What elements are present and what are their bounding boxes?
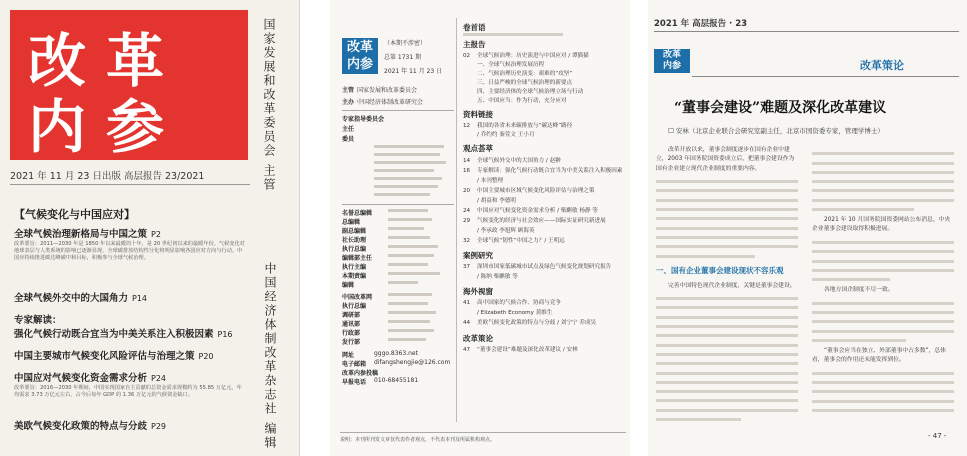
article-column-right xyxy=(812,146,954,412)
toc-section-title: 主报告 xyxy=(463,40,486,49)
cover-item-desc: 改革要旨：2016—2030 年期间，中国实现国家自主贡献的总资金需求规模约为 55.85 万亿元，年均需求 3.73 万亿元左右，占今后每年 GDP 的 1.36 万亿元的气候资金缺口。 xyxy=(14,385,242,398)
staff-label: 专家指导委员会 xyxy=(342,116,385,123)
staff-label: 调研部 xyxy=(342,312,361,319)
issue-note: （本期不涉密） xyxy=(384,40,427,47)
cover-section-title: 【气候变化与中国应对】 xyxy=(14,208,135,221)
issue-date: 2021 年 11 月 23 日 xyxy=(384,68,443,75)
staff-label: 改革内参投稿 xyxy=(342,370,379,377)
column-rule xyxy=(692,76,959,77)
toc-entry: 五、中国应当：作为行动，充分应对 xyxy=(477,98,567,104)
staff-label: 主任 xyxy=(342,126,355,133)
staff-label: 电子邮箱 xyxy=(342,361,367,368)
toc-entry: / Elizabeth Economy 黄维生 xyxy=(477,310,553,316)
staff-label: 早报电话 xyxy=(342,379,367,386)
journal-logo xyxy=(342,38,378,74)
staff-label: 总编辑 xyxy=(342,219,361,226)
staff-label: 发行部 xyxy=(342,339,361,346)
staff-divider xyxy=(342,110,454,111)
cover-item-desc: 改革要旨：2011—2030 年是 1850 年以来最暖的十年，是 20 世纪初以来的最暖年份。气候变化对地球表层与人类系统的影响已逐渐显现，全球碳排放结构性分化将明显影响各国应对方向与行动。中国应持续推进碳达峰碳中和目标，积极参与全球气候治理。 xyxy=(14,241,245,261)
logo-line2: 内参 xyxy=(346,57,373,72)
staff-label: 行政部 xyxy=(342,330,361,337)
cover-item xyxy=(14,226,246,262)
cover-divider xyxy=(10,184,250,185)
phone: 010-68455181 xyxy=(374,377,419,384)
info-line xyxy=(342,85,417,94)
toc-section-title: 案例研究 xyxy=(463,251,493,260)
logo-line1: 改革 xyxy=(346,40,373,55)
toc-entry: / 本刊整理 xyxy=(477,178,504,184)
info-value: 国家发展和改革委员会 xyxy=(357,87,418,94)
cover-title-line2: 内参 xyxy=(28,93,185,161)
cover-item xyxy=(14,348,246,362)
staff-label: 网址 xyxy=(342,352,355,359)
toc-placeholder-line xyxy=(463,33,563,36)
toc-entry: 47 “董事会建设”难题及深化改革建议 / 安林 xyxy=(463,347,578,353)
article-author: ☐ 安林（北京企业联合会研究室副主任，北京市国资委专家，管理学博士） xyxy=(668,127,884,135)
staff-label: 副总编辑 xyxy=(342,228,367,235)
cover-item-title: 中国主要城市气候变化风险评估与治理之策 xyxy=(14,351,195,362)
cover-item-title: 美欧气候变化政策的特点与分歧 xyxy=(14,421,148,432)
cover-item-title: 专家解读： xyxy=(14,315,62,326)
paragraph: “董事会应当在独立、外部董事中占多数”，总体看，董事会的作用还未能发挥到位。 xyxy=(812,347,946,364)
cover-item-title: 全球气候外交中的大国角力 xyxy=(14,293,129,304)
cover-item-title: 强化气候行动既合宜当为中美关系注入积极因素 xyxy=(14,329,214,340)
section-heading: 一、国有企业董事会建设现状不容乐观 xyxy=(656,265,784,275)
article-title: “董事会建设”难题及深化改革建议 xyxy=(674,100,887,116)
toc-section-title: 卷首语 xyxy=(463,23,486,32)
staff-label: 中国改革网 xyxy=(342,294,373,301)
contents-footnote: 说明：本刊所刊发文章仅代表作者观点，不代表本刊及所属机构观点。 xyxy=(340,432,626,443)
info-label: 主办 xyxy=(342,99,355,106)
article-page xyxy=(648,0,967,456)
cover-title-block xyxy=(10,10,248,160)
website: gggo.8363.net xyxy=(374,350,418,357)
info-label: 主管 xyxy=(342,87,355,94)
toc-entry: 20 中国主要城市区域气候变化风险评估与治理之策 xyxy=(463,188,595,194)
staff-label: 编辑部主任 xyxy=(342,255,373,262)
toc-section-title: 海外视窗 xyxy=(463,287,493,296)
staff-label: 执行总编 xyxy=(342,303,367,310)
toc-section-title: 观点荟萃 xyxy=(463,144,493,153)
article-column-left xyxy=(656,146,798,421)
staff-label: 编辑 xyxy=(342,282,355,289)
toc-entry: / 胡益和 李德明 xyxy=(477,198,517,204)
cover-item-page: P24 xyxy=(151,374,167,383)
cover-item-page: P2 xyxy=(151,230,161,239)
toc-entry: 41 高中国家的气候合作、协商与竞争 xyxy=(463,300,561,306)
cover-title-line1: 改革 xyxy=(28,27,185,95)
cover-item xyxy=(14,312,246,326)
cover-item xyxy=(14,326,246,340)
column-name: 改革策论 xyxy=(860,59,904,72)
staff-label: 委员 xyxy=(342,136,355,143)
paragraph: 2021 年 10 月国务院国资委网站公布消息，中央企业董事会建设取得积极进展。 xyxy=(812,217,951,233)
toc-entry: 一、全球气候治理发展历程 xyxy=(477,62,545,68)
staff-label: 通讯部 xyxy=(342,321,361,328)
email: difangshengjie@126.com xyxy=(374,359,451,366)
header-rule xyxy=(654,31,959,32)
staff-label: 社长助理 xyxy=(342,237,367,244)
staff-divider xyxy=(342,204,454,205)
journal-logo: 改革 内参 xyxy=(654,49,690,73)
toc-entry: 44 美欧气候变化政策的特点与分歧 / 刘宁宁 乔成吴 xyxy=(463,320,597,326)
staff-label: 执行主编 xyxy=(342,264,367,271)
toc-entry: 32 全球气候“韧性”中国之力？/ 王明远 xyxy=(463,238,565,244)
cover-item-page: P14 xyxy=(132,294,148,303)
toc-entry: 三、日益严峻的全球气候治理的新要点 xyxy=(477,80,573,86)
staff-label: 执行总编 xyxy=(342,246,367,253)
cover-item-page: P16 xyxy=(217,330,233,339)
toc-entry: 14 全球气候外交中的大国角力 / 赵翀 xyxy=(463,158,561,164)
cover-date-line: 2021 年 11 月 23 日出版 高层报告 23/2021 xyxy=(10,171,205,182)
toc-section-title: 资料链接 xyxy=(463,110,493,119)
cover-item xyxy=(14,418,246,432)
toc-entry: 24 中国应对气候变化资金需求分析 / 柴麒敏 杨静 等 xyxy=(463,208,598,214)
cover-publisher-vertical: 国家发展和改革委员会 主管 xyxy=(262,18,276,192)
toc-entry: 16 专家解读：强化气候行动既合宜当为中美关系注入积极因素 xyxy=(463,168,623,174)
toc-divider xyxy=(456,18,457,422)
toc-entry: / 李承政 李旭辉 顾海英 xyxy=(477,228,535,234)
toc-section-title: 改革策论 xyxy=(463,334,493,343)
running-header: 2021 年 高层报告 · 23 xyxy=(654,19,748,29)
cover-page xyxy=(0,0,300,456)
paragraph: 改革开放以来，董事会制度逐步在国有企业中建立，2003 年国务院国资委成立后，把董事会建设作为国有企业建立现代企业制度的重要内容。 xyxy=(656,147,795,172)
staff-label: 本期责编 xyxy=(342,273,367,280)
toc-entry: 12 我国的各省未来碳排放与“碳达峰”路径 xyxy=(463,123,573,129)
cover-item-title: 全球气候治理新格局与中国之策 xyxy=(14,229,148,240)
issue-number: 总第 1731 期 xyxy=(384,54,422,61)
toc-entry: / 陈纳 柴麒敏 等 xyxy=(477,274,518,280)
toc-entry: 二、气候治理历史演变：艰难的“攻坚” xyxy=(477,71,573,77)
toc-entry: / 乔约约 秦萱文 王小月 xyxy=(477,132,535,138)
toc-entry: 37 深圳市国家低碳城市试点及绿色气候变化规划研究报告 xyxy=(463,264,612,270)
toc-entry: 02 全球气候治理：历史演进与中国应对 / 谭猫猫 xyxy=(463,53,589,59)
cover-item-page: P29 xyxy=(151,422,167,431)
cover-editor-vertical: 中国经济体制改革杂志社 编辑 xyxy=(263,262,277,450)
staff-label: 名誉总编辑 xyxy=(342,210,373,217)
info-value: 中国经济体制改革研究会 xyxy=(357,99,424,106)
paragraph: 完善中国特色现代企业制度，关键是董事会建设。 xyxy=(668,282,796,289)
toc-entry: 四、主要经济体的全球气候治理立场与行动 xyxy=(477,89,584,95)
toc-entry: 29 气候变化的经济与社会效应——国际实证研究新进展 xyxy=(463,218,606,224)
cover-item-title: 中国应对气候变化资金需求分析 xyxy=(14,373,148,384)
cover-item xyxy=(14,290,246,304)
cover-item xyxy=(14,370,246,399)
info-line xyxy=(342,97,423,106)
cover-item-page: P20 xyxy=(198,352,214,361)
page-number: - 47 - xyxy=(928,432,947,440)
paragraph: 各地方国企制度不尽一致。 xyxy=(824,287,894,294)
contents-page xyxy=(330,0,630,456)
